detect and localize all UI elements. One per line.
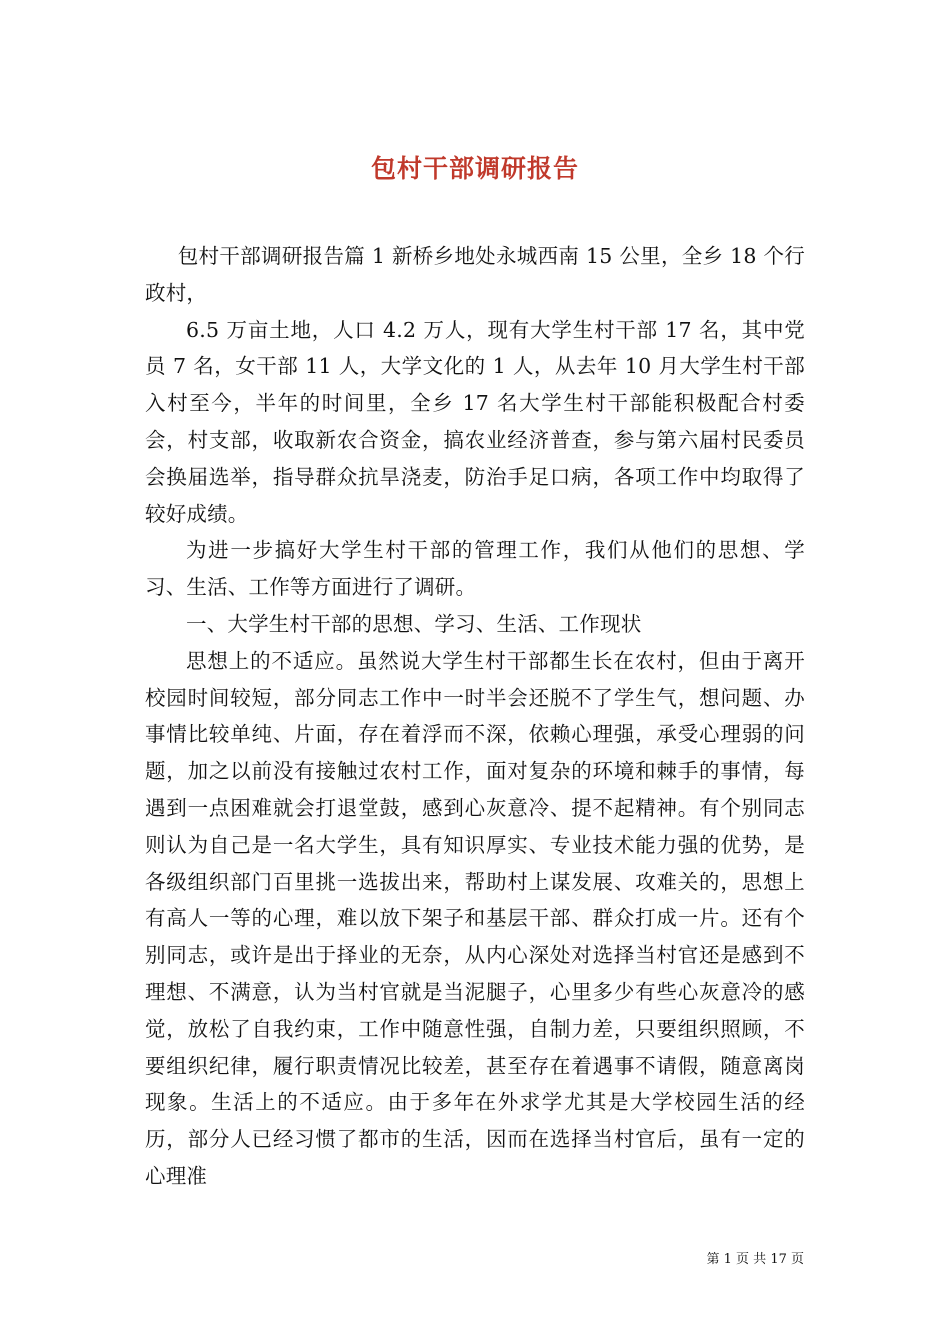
page-number: 第 1 页 共 17 页 bbox=[706, 1252, 804, 1267]
paragraph: 思想上的不适应。虽然说大学生村干部都生长在农村，但由于离开校园时间较短，部分同志工作中一时半会还脱不了学生气，想问题、办事情比较单纯、片面，存在着浮而不深，依赖心理强，承受心理弱的问题，加之以前没有接触过农村工作，面对复杂的环境和棘手的事情，每遇到一点困难就会打退堂鼓，感到心灰意冷、提不起精神。有个别同志则认为自己是一名大学生，具有知识厚实、专业技术能力强的优势，是各级组织部门百里挑一选拔出来，帮助村上谋发展、攻难关的，思想上有高人一等的心理，难以放下架子和基层干部、群众打成一片。还有个别同志，或许是出于择业的无奈，从内心深处对选择当村官还是感到不理想、不满意，认为当村官就是当泥腿子，心里多少有些心灰意冷的感觉，放松了自我约束，工作中随意性强，自制力差，只要组织照顾，不要组织纪律，履行职责情况比较差，甚至存在着遇事不请假，随意离岗现象。生活上的不适应。由于多年在外求学尤其是大学校园生活的经历，部分人已经习惯了都市的生活，因而在选择当村官后，虽有一定的心理准 bbox=[145, 648, 805, 1188]
paragraph: 6.5 万亩土地，人口 4.2 万人，现有大学生村干部 17 名，其中党员 7 名，女干部 11 人，大学文化的 1 人，从去年 10 月大学生村干部入村至今，半年的时间里，全乡 17 名大学生村干部能积极配合村委会，村支部，收取新农合资金，搞农业经济普查，参与第六届村民委员会换届选举，指导群众抗旱浇麦，防治手足口病，各项工作中均取得了较好成绩。 bbox=[145, 317, 805, 526]
document-title: 包村干部调研报告 bbox=[370, 153, 579, 183]
section-heading: 一、大学生村干部的思想、学习、生活、工作现状 bbox=[186, 611, 642, 636]
paragraph: 包村干部调研报告篇 1 新桥乡地处永城西南 15 公里，全乡 18 个行政村， bbox=[145, 244, 805, 305]
paragraph: 为进一步搞好大学生村干部的管理工作，我们从他们的思想、学习、生活、工作等方面进行了调研。 bbox=[145, 538, 805, 600]
document-body bbox=[145, 238, 805, 1195]
